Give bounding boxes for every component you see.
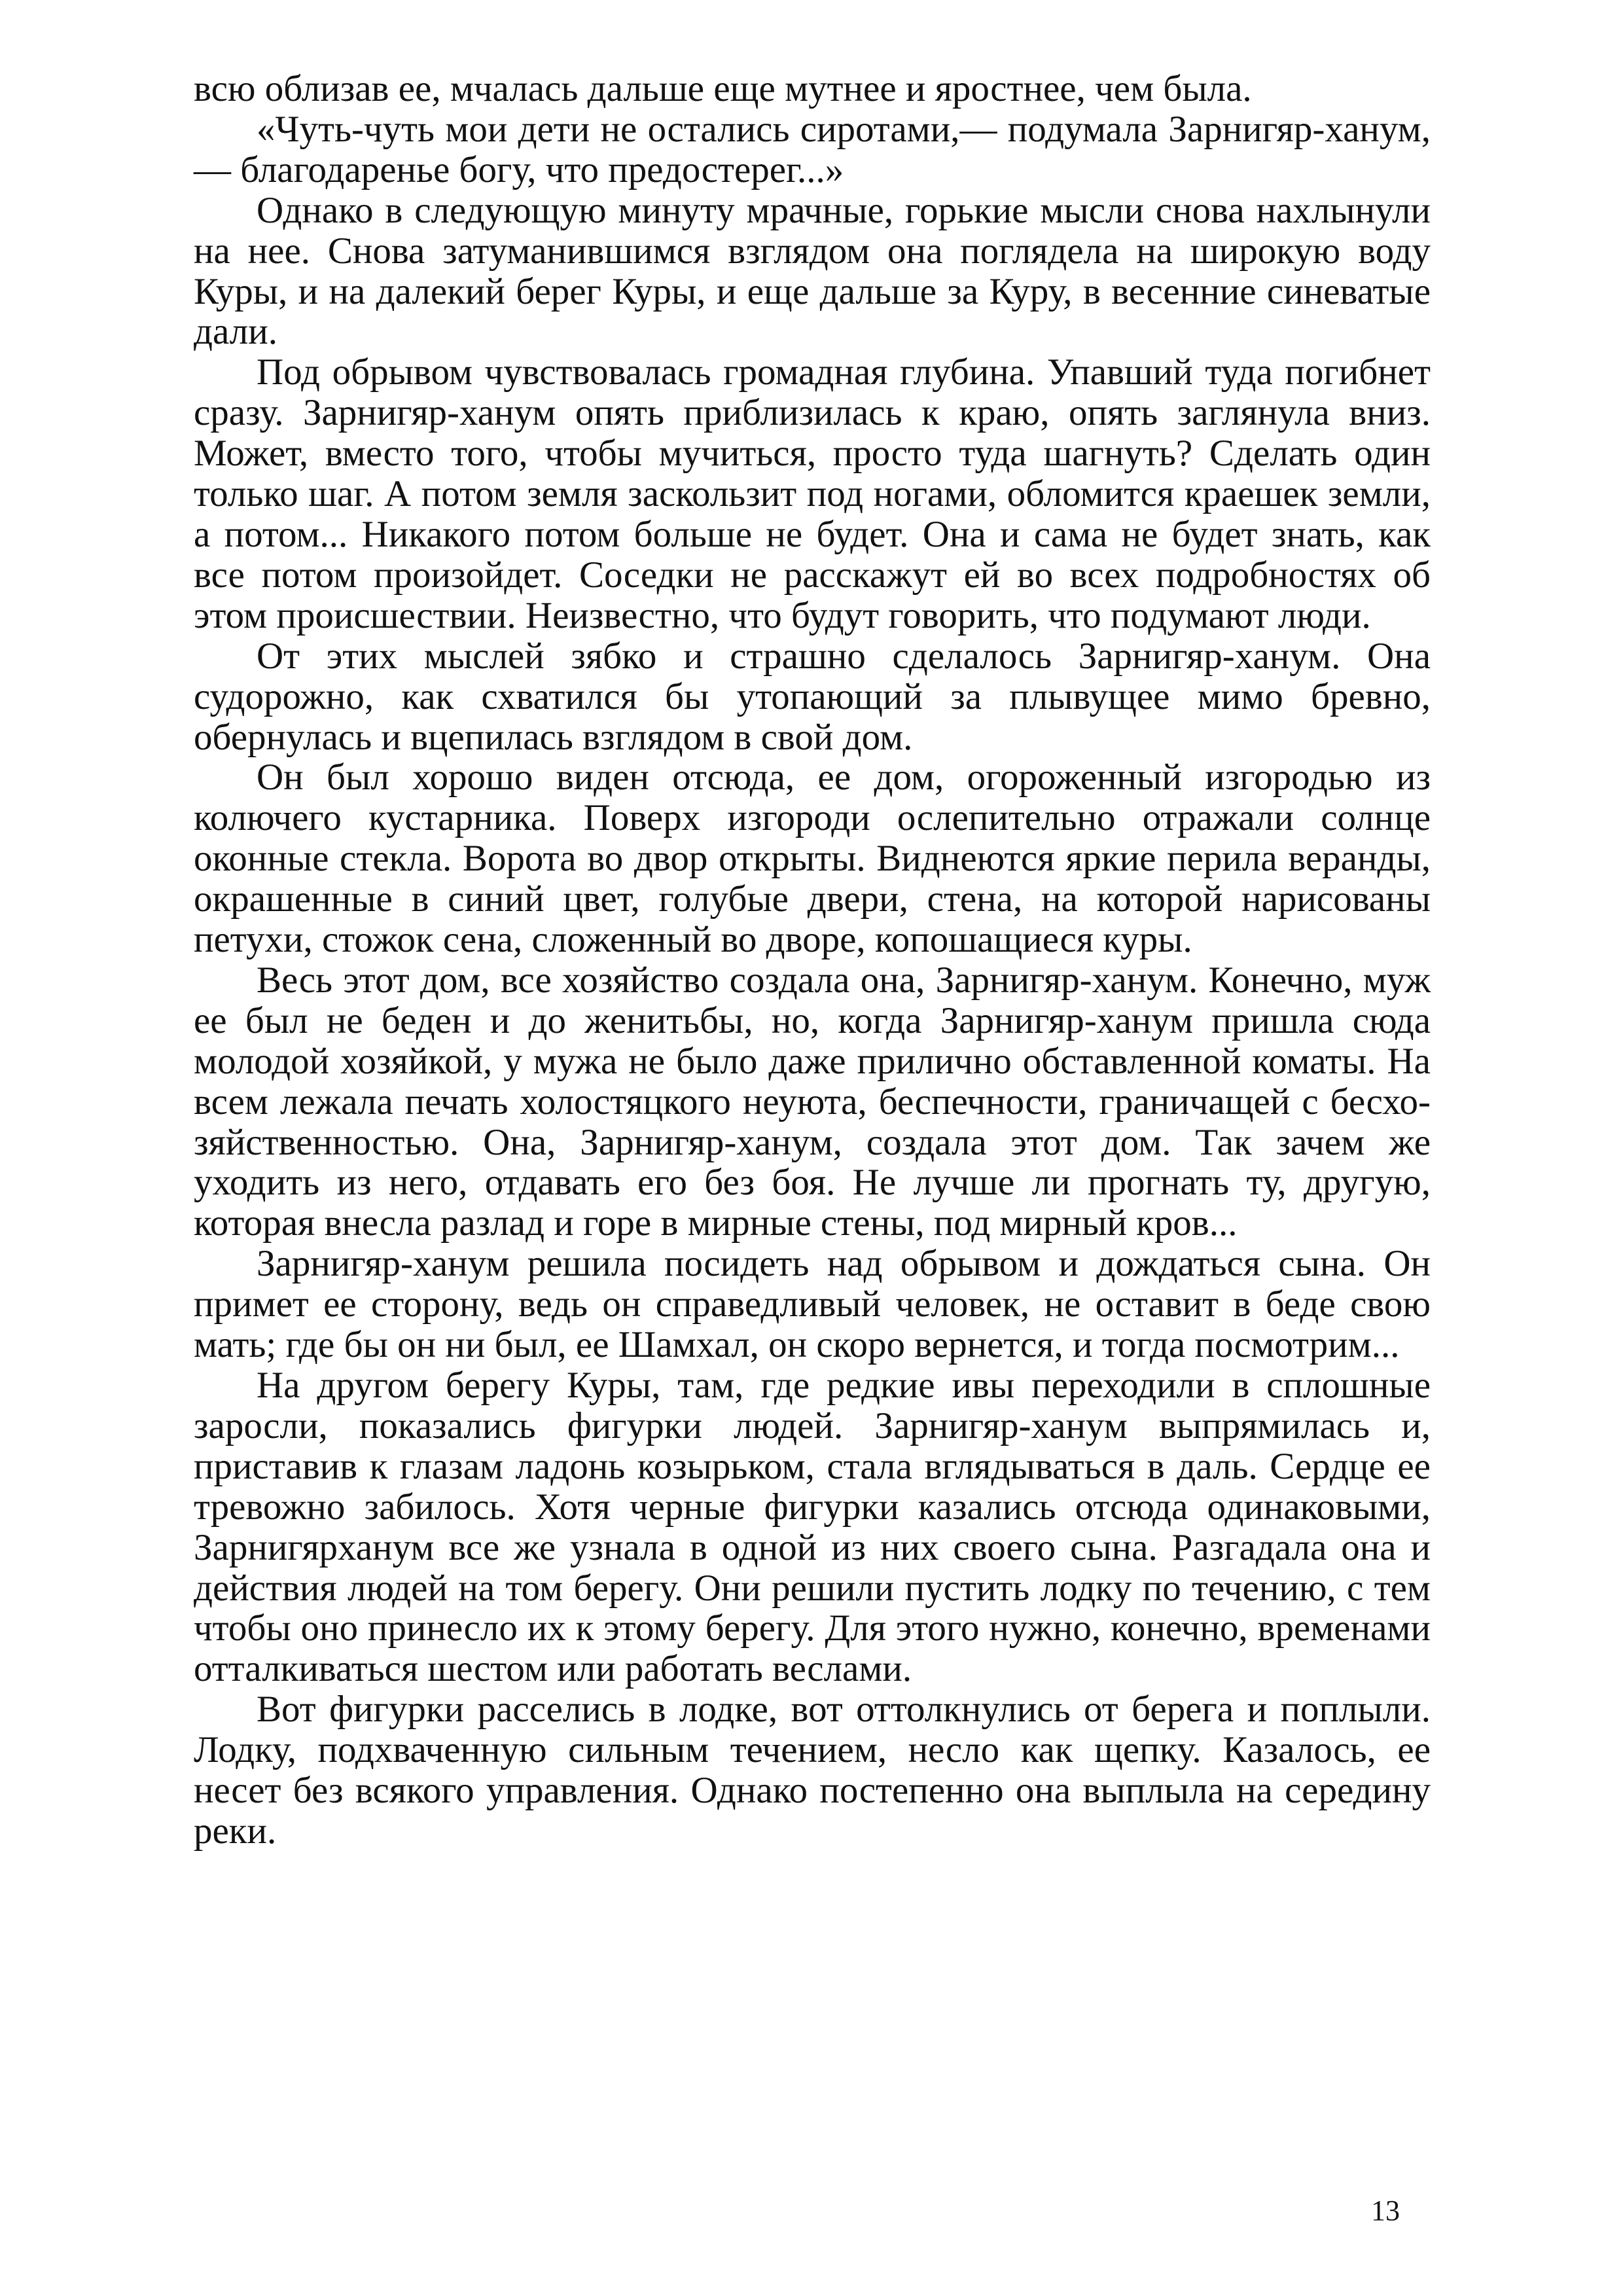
paragraph: Зарнигяр-ханум решила посидеть над обрывом и дождаться сына. Он примет ее сторону, ведь он справедливый человек, не оставит в беде свою мать; где бы он ни был, ее Шамхал, он скоро вернется, и тогда посмотрим... bbox=[194, 1243, 1431, 1366]
paragraph: «Чуть-чуть мои дети не остались сиротами,— подумала Зарнигяр-ханум,— благодаренье богу, что предостерег...» bbox=[194, 108, 1431, 190]
page-number: 13 bbox=[1371, 2195, 1400, 2227]
paragraph: Он был хорошо виден отсюда, ее дом, огороженный изгородью из колючего кустарника. Поверх изгороди ослепительно отражали солнце оконные стекла. Ворота во двор открыты. Виднеются яркие перила веранды, окрашенные в синий цвет, голубые двери, стена, на которой нарисованы петухи, стожок сена, сложенный во дворе, копошащиеся куры. bbox=[194, 757, 1431, 961]
paragraph: всю облизав ее, мчалась дальше еще мутнее и яростнее, чем была. bbox=[194, 68, 1252, 109]
paragraph: Весь этот дом, все хозяйство создала она, Зарнигяр-ханум. Конечно, муж ее был не беден и до женитьбы, но, когда Зарнигяр-ханум пришла сюда молодой хозяйкой, у мужа не было даже прилично обставленной коматы. На всем лежала печать холостяцкого неуюта, беспечности, граничащей с бесхозяйственностью. Она, Зарнигяр-ханум, создала этот дом. Так зачем же уходить из него, отдавать его без боя. Не лучше ли прогнать ту, другую, которая внесла разлад и горе в мирные стены, под мирный кров... bbox=[194, 959, 1431, 1244]
paragraph: Вот фигурки расселись в лодке, вот оттолкнулись от берега и поплыли. Лодку, подхваченную сильным течением, несло как щепку. Казалось, ее несет без всякого управления. Однако постепенно она выплыла на середину реки. bbox=[194, 1689, 1431, 1852]
paragraph: От этих мыслей зябко и страшно сделалось Зарнигяр-ханум. Она судорожно, как схватился бы утопающий за плывущее мимо бревно, обернулась и вцепилась взглядом в свой дом. bbox=[194, 635, 1431, 758]
paragraph: Однако в следующую минуту мрачные, горькие мысли снова нахлынули на нее. Снова затуманившимся взглядом она поглядела на широкую воду Куры, и на далекий берег Куры, и еще дальше за Куру, в весенние синеватые дали. bbox=[194, 189, 1431, 353]
body-text bbox=[194, 69, 1431, 1852]
paragraph: Под обрывом чувствовалась громадная глубина. Упавший туда погибнет сразу. Зарнигяр-ханум опять приблизилась к краю, опять заглянула вниз. Может, вместо того, чтобы мучиться, просто туда шагнуть? Сделать один только шаг. А потом земля заскользит под ногами, обломится краешек земли, а потом... Никакого потом больше не будет. Она и сама не будет знать, как все потом произойдет. Соседки не расскажут ей во всех подробностях об этом происшествии. Неизвестно, что будут говорить, что подумают люди. bbox=[194, 351, 1431, 636]
book-page bbox=[194, 69, 1431, 2229]
paragraph: На другом берегу Куры, там, где редкие ивы переходили в сплошные заросли, показались фигурки людей. Зарнигяр-ханум выпрямилась и, приставив к глазам ладонь козырьком, стала вглядываться в даль. Сердце ее тревожно забилось. Хотя черные фигурки казались отсюда одинаковыми, Зарнигярханум все же узнала в одной из них своего сына. Разгадала она и действия людей на том берегу. Они решили пустить лодку по течению, с тем чтобы оно принесло их к этому берегу. Для этого нужно, конечно, временами отталкиваться шестом или работать веслами. bbox=[194, 1365, 1431, 1690]
